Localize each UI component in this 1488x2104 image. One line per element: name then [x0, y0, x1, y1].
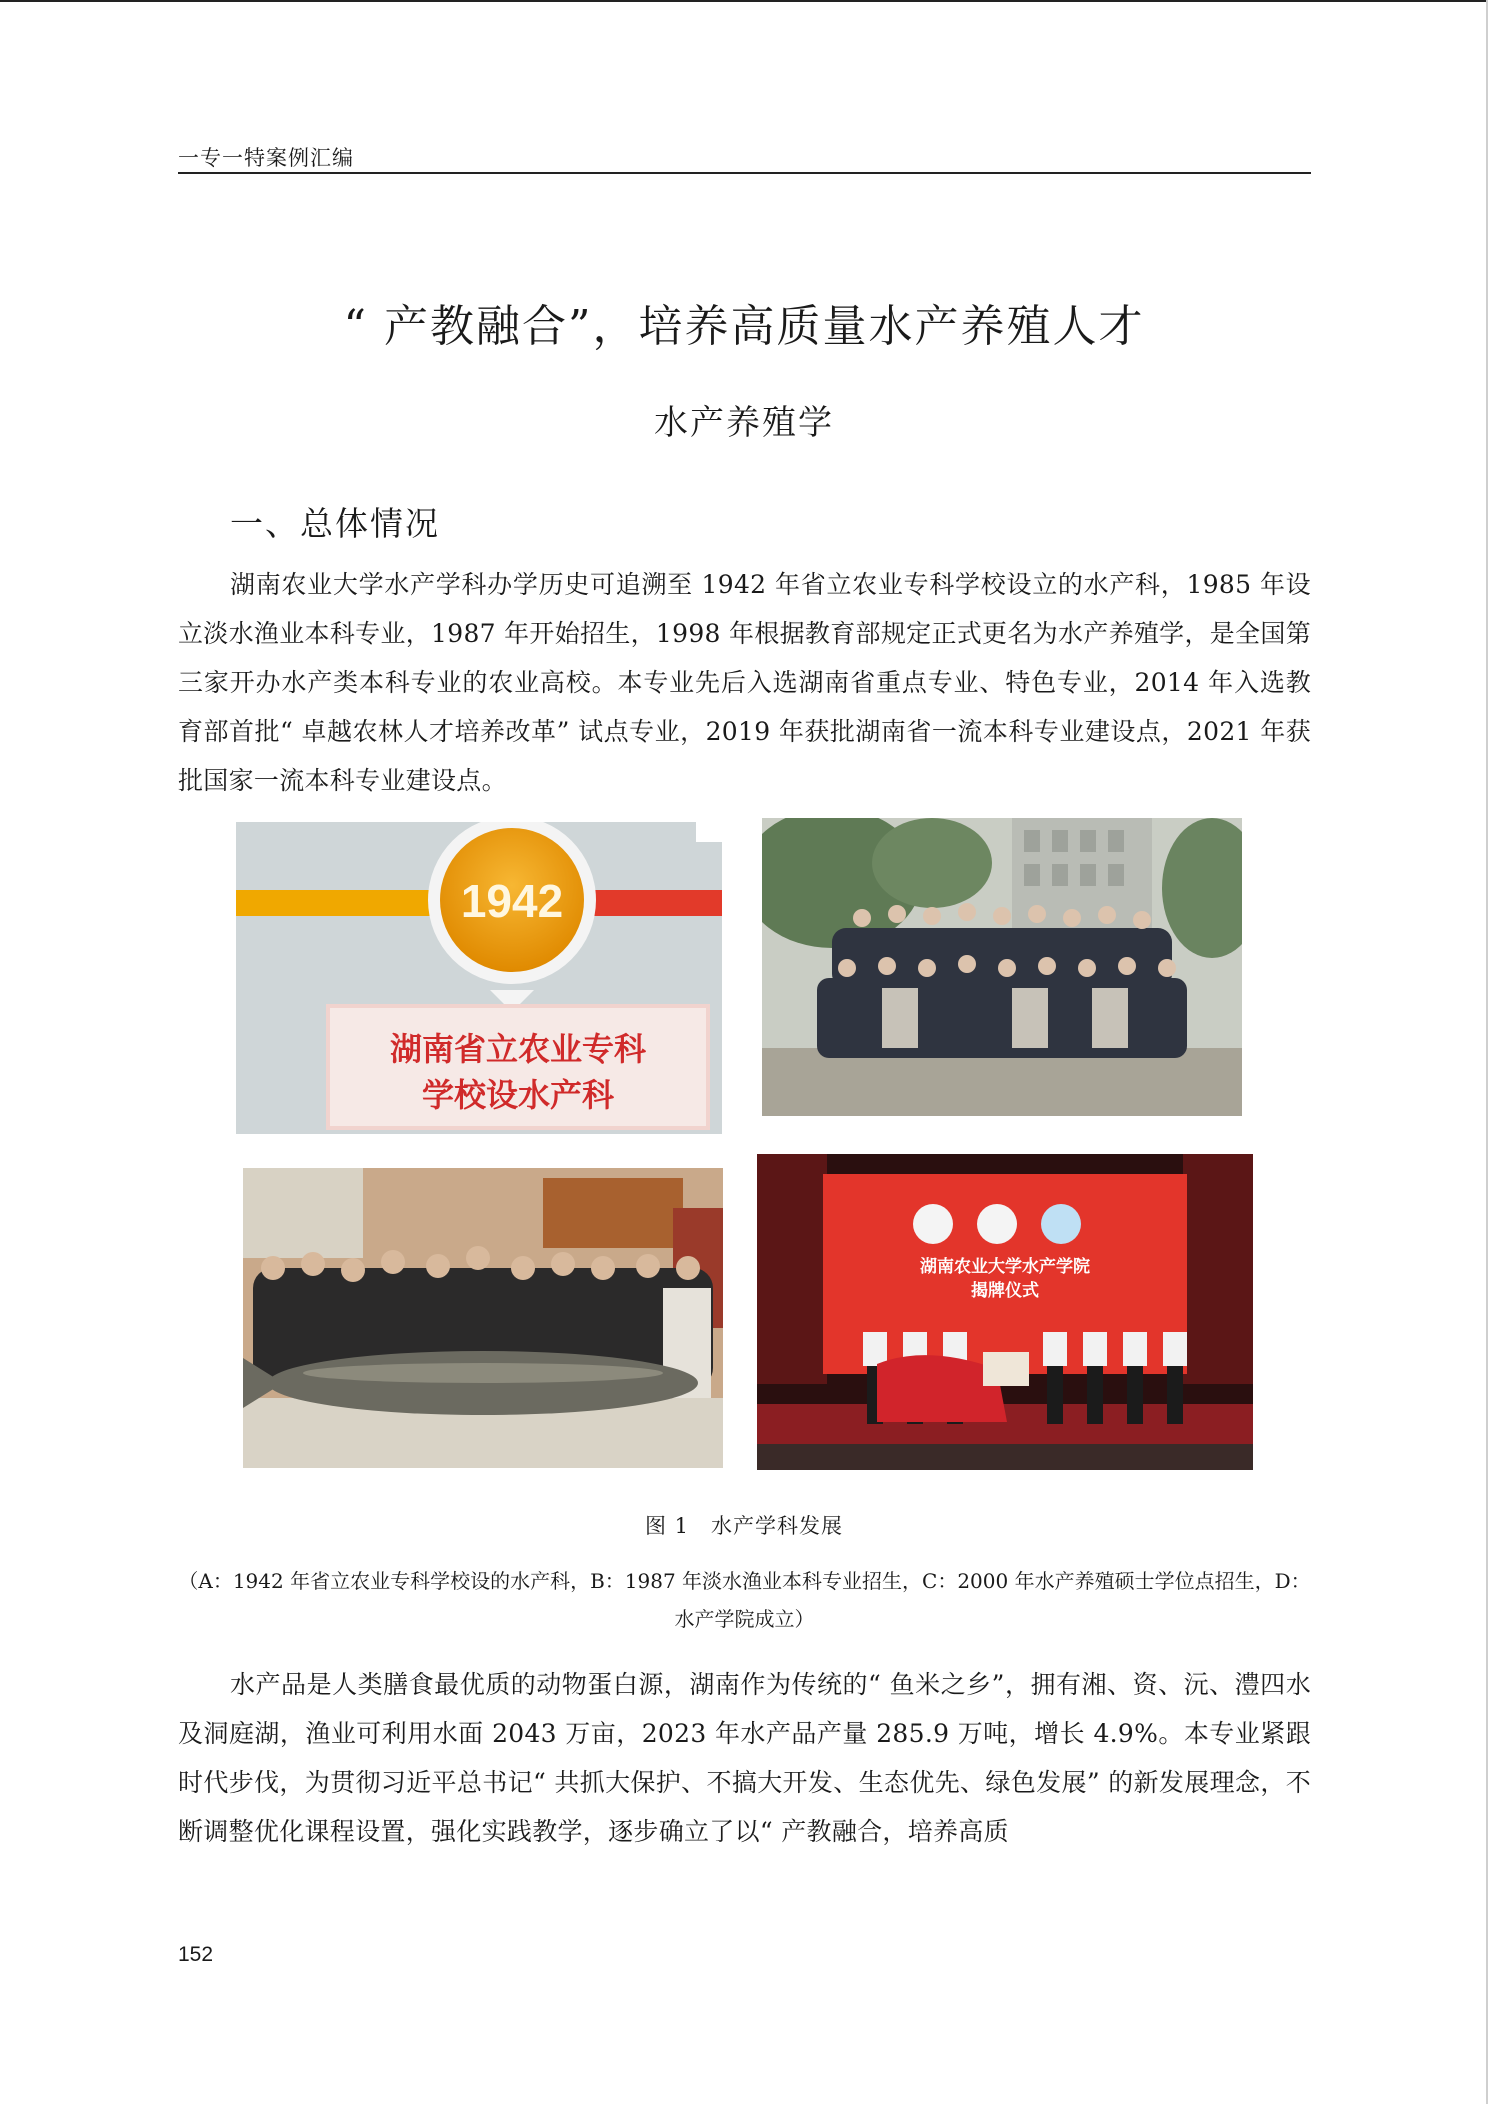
year-badge-text: 1942	[460, 875, 564, 927]
figure-photo-b	[762, 818, 1242, 1116]
figure-photo-c	[243, 1168, 723, 1468]
photo-b-illustration	[762, 818, 1242, 1116]
figure-caption-note: （A：1942 年省立农业专科学校设的水产科，B：1987 年淡水渔业本科专业招生，C：2000 年水产养殖硕士学位点招生，D：水产学院成立）	[178, 1569, 1311, 1631]
article-title: “ 产教融合”，培养高质量水产养殖人才	[343, 301, 1145, 352]
paragraph: 湖南农业大学水产学科办学历史可追溯至 1942 年省立农业专科学校设立的水产科，1985 年设立淡水渔业本科专业，1987 年开始招生，1998 年根据教育部规定正式更名为水产养殖学，是全国第三家开办水产类本科专业的农业高校。本专业先后入选湖南省重点专业、特色专业，2014 年入选教育部首批“ 卓越农林人才培养改革” 试点专业，2019 年获批湖南省一流本科专业建设点，2021 年获批国家一流本科专业建设点。	[178, 570, 1311, 795]
sign-line-2: 学校设水产科	[421, 1076, 615, 1114]
figure-caption: 图 1 水产学科发展	[644, 1514, 844, 1538]
banner-line-1: 湖南农业大学水产学院	[920, 1257, 1090, 1277]
sign-line-1: 湖南省立农业专科	[389, 1030, 647, 1068]
photo-a-illustration	[236, 822, 722, 1134]
article-subtitle: 水产养殖学	[654, 403, 834, 443]
paragraph: 水产品是人类膳食最优质的动物蛋白源，湖南作为传统的“ 鱼米之乡”，拥有湘、资、沅、澧四水及洞庭湖，渔业可利用水面 2043 万亩，2023 年水产品产量 285.9 万吨，增长 4.9%。本专业紧跟时代步伐，为贯彻习近平总书记“ 共抓大保护、不搞大开发、生态优先、绿色发展” 的新发展理念，不断调整优化课程设置，强化实践教学，逐步确立了以“ 产教融合，培养高质	[178, 1670, 1311, 1846]
banner-line-2: 揭牌仪式	[971, 1281, 1039, 1301]
photo-d-illustration	[757, 1154, 1253, 1470]
section-heading: 一、总体情况	[230, 504, 440, 543]
figure-photo-a	[236, 822, 722, 1134]
photo-c-illustration	[243, 1168, 723, 1468]
page-number: 152	[178, 1943, 214, 1966]
page-top-rule	[0, 0, 1488, 2]
running-header: 一专一特案例汇编	[178, 142, 1311, 174]
figure-photo-d	[757, 1154, 1253, 1470]
